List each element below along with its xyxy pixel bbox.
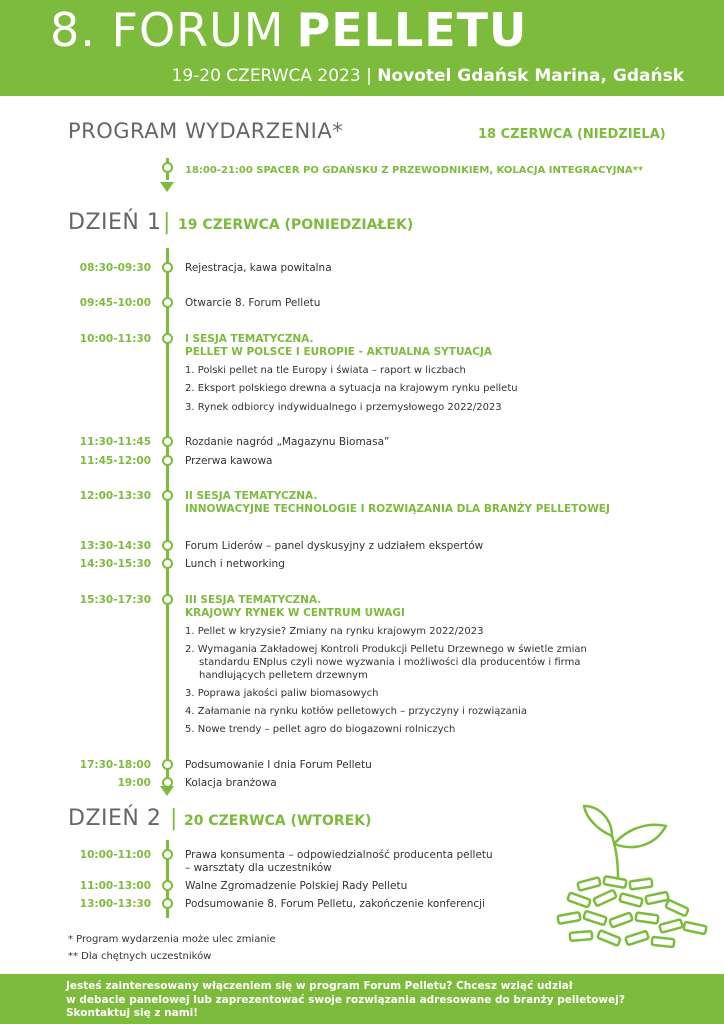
timeline-dot-icon <box>162 849 173 860</box>
timeline-dot-icon <box>162 490 173 501</box>
session-subtitle: PELLET W POLSCE I EUROPIE - AKTUALNA SYTUACJA <box>185 346 493 358</box>
session-item: 3. Poprawa jakości paliw biomasowych <box>185 688 379 699</box>
note-optional: ** Dla chętnych uczestników <box>68 951 212 962</box>
event-time: 12:00-13:30 <box>79 490 151 502</box>
session-title: I SESJA TEMATYCZNA. <box>185 333 314 345</box>
event-title: Prawa konsumenta – odpowiedzialność producenta pelletu <box>185 849 493 861</box>
session-item: 5. Nowe trendy – pellet agro do biogazowni rolniczych <box>185 724 456 735</box>
timeline-dot-icon <box>162 297 173 308</box>
timeline-dot-icon <box>162 558 173 569</box>
timeline-dot-icon <box>162 594 173 605</box>
day1-separator: | <box>163 210 171 235</box>
timeline-dot-icon <box>162 262 173 273</box>
event-title: Kolacja branżowa <box>185 777 277 789</box>
session-item: 2. Wymagania Zakładowej Kontroli Produkcji Pelletu Drzewnego w świetle zmian <box>185 644 587 655</box>
event-title: Forum Liderów – panel dyskusyjny z udziałem ekspertów <box>185 540 484 552</box>
footer-line: Skontaktuj się z nami! <box>66 1007 199 1019</box>
event-dates: 19-20 CZERWCA 2023 <box>171 66 361 86</box>
timeline-dot-icon <box>162 333 173 344</box>
program-title: PROGRAM WYDARZENIA* <box>68 119 344 143</box>
footer-cta <box>66 980 625 1021</box>
event-title: Rozdanie nagród „Magazynu Biomasa” <box>185 436 390 448</box>
timeline-dot-icon <box>162 898 173 909</box>
day0-date: 18 CZERWCA (NIEDZIELA) <box>478 127 666 142</box>
forum-title-light: 8. FORUM <box>50 3 285 57</box>
event-time: 09:45-10:00 <box>79 297 151 309</box>
event-title: Lunch i networking <box>185 558 285 570</box>
event-title-cont: – warsztaty dla uczestników <box>185 862 332 874</box>
timeline-dot-icon <box>162 880 173 891</box>
session-item: 1. Polski pellet na tle Europy i świata – raport w liczbach <box>185 365 466 376</box>
event-title: Przerwa kawowa <box>185 455 273 467</box>
event-time: 19:00 <box>117 777 151 789</box>
event-time: 10:00-11:30 <box>79 333 151 345</box>
session-subtitle: KRAJOWY RYNEK W CENTRUM UWAGI <box>185 607 405 619</box>
session-title: II SESJA TEMATYCZNA. <box>185 490 318 502</box>
timeline-dot-icon <box>162 436 173 447</box>
forum-title <box>50 2 527 69</box>
day1-date: 19 CZERWCA (PONIEDZIAŁEK) <box>178 217 414 233</box>
timeline-line-day1 <box>166 248 169 788</box>
note-program-change: * Program wydarzenia może ulec zmianie <box>68 934 276 945</box>
session-item-cont: handlujących pelletem drzewnym <box>199 670 368 681</box>
event-time: 10:00-11:00 <box>79 849 151 861</box>
footer-line: w debacie panelowej lub zaprezentować swoje rozwiązania adresowane do branży pelletowej? <box>66 993 625 1006</box>
day0-event: 18:00-21:00 SPACER PO GDAŃSKU Z PRZEWODNIKIEM, KOLACJA INTEGRACYJNA** <box>185 165 644 176</box>
timeline-arrow-icon <box>160 182 174 192</box>
session-item-cont: standardu ENplus czyli nowe wyzwania i możliwości dla producentów i firma <box>199 657 581 668</box>
event-title: Podsumowanie 8. Forum Pelletu, zakończenie konferencji <box>185 898 485 910</box>
session-item: 4. Załamanie na rynku kotłów pelletowych – przyczyny i rozwiązania <box>185 706 527 717</box>
event-title: Otwarcie 8. Forum Pelletu <box>185 297 321 309</box>
header-subtitle <box>172 66 685 86</box>
day2-date: 20 CZERWCA (WTOREK) <box>184 813 372 829</box>
event-time: 11:45-12:00 <box>79 455 151 467</box>
event-title: Rejestracja, kawa powitalna <box>185 262 332 274</box>
timeline-dot-icon <box>162 777 173 788</box>
event-time: 15:30-17:30 <box>79 594 151 606</box>
session-title: III SESJA TEMATYCZNA. <box>185 594 322 606</box>
day2-title: DZIEŃ 2 <box>68 806 162 831</box>
session-subtitle: INNOWACYJNE TECHNOLOGIE I ROZWIĄZANIA DLA BRANŻY PELLETOWEJ <box>185 503 610 515</box>
timeline-dot-icon <box>162 162 173 173</box>
header-banner <box>0 0 724 96</box>
event-title: Podsumowanie I dnia Forum Pelletu <box>185 759 372 771</box>
event-time: 08:30-09:30 <box>79 262 151 274</box>
event-title: Walne Zgromadzenie Polskiej Rady Pelletu <box>185 880 408 892</box>
event-time: 13:30-14:30 <box>79 540 151 552</box>
session-item: 2. Eksport polskiego drewna a sytuacja na krajowym rynku pelletu <box>185 383 518 394</box>
footer-banner <box>0 974 724 1024</box>
event-time: 11:30-11:45 <box>79 436 151 448</box>
event-time: 14:30-15:30 <box>79 558 151 570</box>
footer-line: Jesteś zainteresowany włączeniem się w program Forum Pelletu? Chcesz wziąć udział <box>66 980 573 992</box>
session-item: 3. Rynek odbiorcy indywidualnego i przemysłowego 2022/2023 <box>185 402 502 413</box>
forum-title-bold: PELLETU <box>296 3 528 57</box>
event-time: 13:00-13:30 <box>79 898 151 910</box>
session-item: 1. Pellet w kryzysie? Zmiany na rynku krajowym 2022/2023 <box>185 626 484 637</box>
event-time: 11:00-13:00 <box>79 880 151 892</box>
sprout-on-pellets-icon <box>548 800 713 950</box>
day2-separator: | <box>170 806 178 831</box>
timeline-dot-icon <box>162 759 173 770</box>
header-separator: | <box>366 66 372 86</box>
timeline-dot-icon <box>162 540 173 551</box>
timeline-dot-icon <box>162 455 173 466</box>
day1-title: DZIEŃ 1 <box>68 210 162 235</box>
event-venue: Novotel Gdańsk Marina, Gdańsk <box>377 66 684 86</box>
event-time: 17:30-18:00 <box>79 759 151 771</box>
